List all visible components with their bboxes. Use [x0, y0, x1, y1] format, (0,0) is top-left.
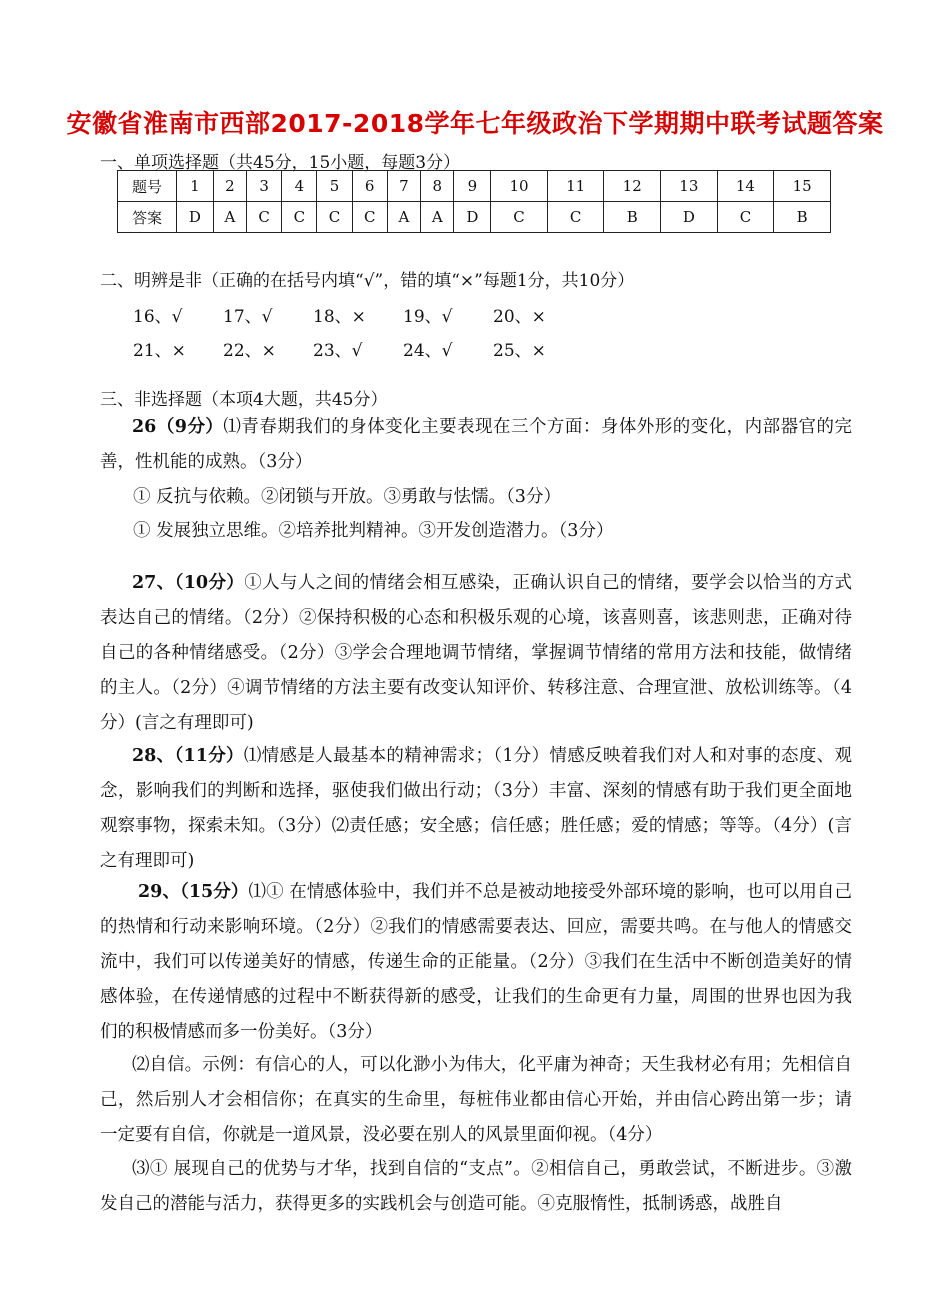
- table-cell: 1: [177, 171, 214, 202]
- table-cell: C: [491, 202, 548, 233]
- table-cell: 14: [717, 171, 774, 202]
- table-cell: D: [177, 202, 214, 233]
- table-cell: 4: [282, 171, 317, 202]
- q27-label: 27、（10分）: [132, 573, 245, 593]
- q27-answer: [100, 566, 852, 741]
- row-label-question: 题号: [118, 171, 177, 202]
- q26-part1-text: ⑴青春期我们的身体变化主要表现在三个方面：身体外形的变化，内部器官的完善，性机能的成熟。（3分）: [100, 417, 853, 472]
- table-cell: 10: [491, 171, 548, 202]
- page-title: 安徽省淮南市西部2017-2018学年七年级政治下学期期中联考试题答案: [66, 109, 884, 138]
- q29-part3: ⑶① 展现自己的优势与才华，找到自信的“支点”。②相信自己，勇敢尝试，不断进步。③激发自己的潜能与活力，获得更多的实践机会与创造可能。④克服惰性，抵制诱惑，战胜自: [100, 1159, 852, 1214]
- list-item: 18、×: [313, 307, 366, 327]
- table-row-numbers: [118, 171, 831, 202]
- list-item: 24、√: [403, 341, 453, 361]
- table-cell: C: [352, 202, 387, 233]
- q26-part3: ① 发展独立思维。②培养批判精神。③开发创造潜力。（3分）: [133, 521, 614, 541]
- table-row-answers: [118, 202, 831, 233]
- table-cell: B: [604, 202, 661, 233]
- table-cell: A: [421, 202, 454, 233]
- q29-part1: [100, 875, 852, 1050]
- table-cell: A: [213, 202, 246, 233]
- table-cell: 2: [213, 171, 246, 202]
- q29-part2: ⑵自信。示例：有信心的人，可以化渺小为伟大，化平庸为神奇；天生我材必有用；先相信自己，然后别人才会相信你；在真实的生命里，每桩伟业都由信心开始，并由信心跨出第一步；请一定要有自信，你就是一道风景，没必要在别人的风景里面仰视。（4分）: [100, 1055, 852, 1145]
- list-item: 20、×: [493, 307, 546, 327]
- answer-table: [117, 170, 831, 233]
- table-cell: A: [387, 202, 420, 233]
- q29-label: 29、（15分）: [138, 882, 249, 902]
- q26-part2: ① 反抗与依赖。②闭锁与开放。③勇敢与怯懦。（3分）: [133, 487, 561, 507]
- table-cell: 11: [547, 171, 604, 202]
- list-item: 23、√: [313, 341, 363, 361]
- q28-label: 28、（11分）: [132, 746, 244, 766]
- table-cell: 12: [604, 171, 661, 202]
- q28-answer: [100, 739, 852, 879]
- table-cell: 13: [661, 171, 718, 202]
- list-item: 16、√: [133, 307, 183, 327]
- table-cell: 7: [387, 171, 420, 202]
- table-cell: 3: [247, 171, 282, 202]
- table-cell: C: [717, 202, 774, 233]
- q26-part1: [100, 410, 852, 480]
- table-cell: 8: [421, 171, 454, 202]
- list-item: 17、√: [223, 307, 273, 327]
- list-item: 22、×: [223, 341, 276, 361]
- table-cell: D: [661, 202, 718, 233]
- table-cell: D: [454, 202, 491, 233]
- q27-text: ①人与人之间的情绪会相互感染，正确认识自己的情绪，要学会以恰当的方式表达自己的情绪。（2分）②保持积极的心态和积极乐观的心境，该喜则喜，该悲则悲，正确对待自己的各种情绪感受。（2分）③学会合理地调节情绪，掌握调节情绪的常用方法和技能，做情绪的主人。（2分）④调节情绪的方法主要有改变认知评价、转移注意、合理宣泄、放松训练等。（4分）(言之有理即可): [100, 573, 852, 733]
- table-cell: C: [282, 202, 317, 233]
- row-label-answer: 答案: [118, 202, 177, 233]
- section1-heading: 一、单项选择题（共45分，15小题，每题3分）: [100, 153, 461, 173]
- table-cell: C: [317, 202, 352, 233]
- table-cell: 6: [352, 171, 387, 202]
- section3-heading: 三、非选择题（本项4大题，共45分）: [100, 390, 388, 410]
- q28-text: ⑴情感是人最基本的精神需求；（1分）情感反映着我们对人和对事的态度、观念，影响我们的判断和选择，驱使我们做出行动；（3分）丰富、深刻的情感有助于我们更全面地观察事物，探索未知。（3分）⑵责任感；安全感；信任感；胜任感；爱的情感；等等。（4分）(言之有理即可): [100, 746, 852, 871]
- table-cell: C: [247, 202, 282, 233]
- list-item: 19、√: [403, 307, 453, 327]
- q29-part1-text: ⑴① 在情感体验中，我们并不总是被动地接受外部环境的影响，也可以用自己的热情和行动来影响环境。（2分）②我们的情感需要表达、回应，需要共鸣。在与他人的情感交流中，我们可以传递美好的情感，传递生命的正能量。（2分）③我们在生活中不断创造美好的情感体验，在传递情感的过程中不断获得新的感受，让我们的生命更有力量，周围的世界也因为我们的积极情感而多一份美好。（3分）: [100, 882, 852, 1042]
- table-cell: C: [547, 202, 604, 233]
- table-cell: 9: [454, 171, 491, 202]
- list-item: 25、×: [493, 341, 546, 361]
- list-item: 21、×: [133, 341, 186, 361]
- table-cell: 15: [774, 171, 831, 202]
- table-cell: 5: [317, 171, 352, 202]
- q26-label: 26（9分）: [132, 417, 224, 437]
- section2-heading: 二、明辨是非（正确的在括号内填“√”，错的填“×”每题1分，共10分）: [100, 271, 635, 291]
- table-cell: B: [774, 202, 831, 233]
